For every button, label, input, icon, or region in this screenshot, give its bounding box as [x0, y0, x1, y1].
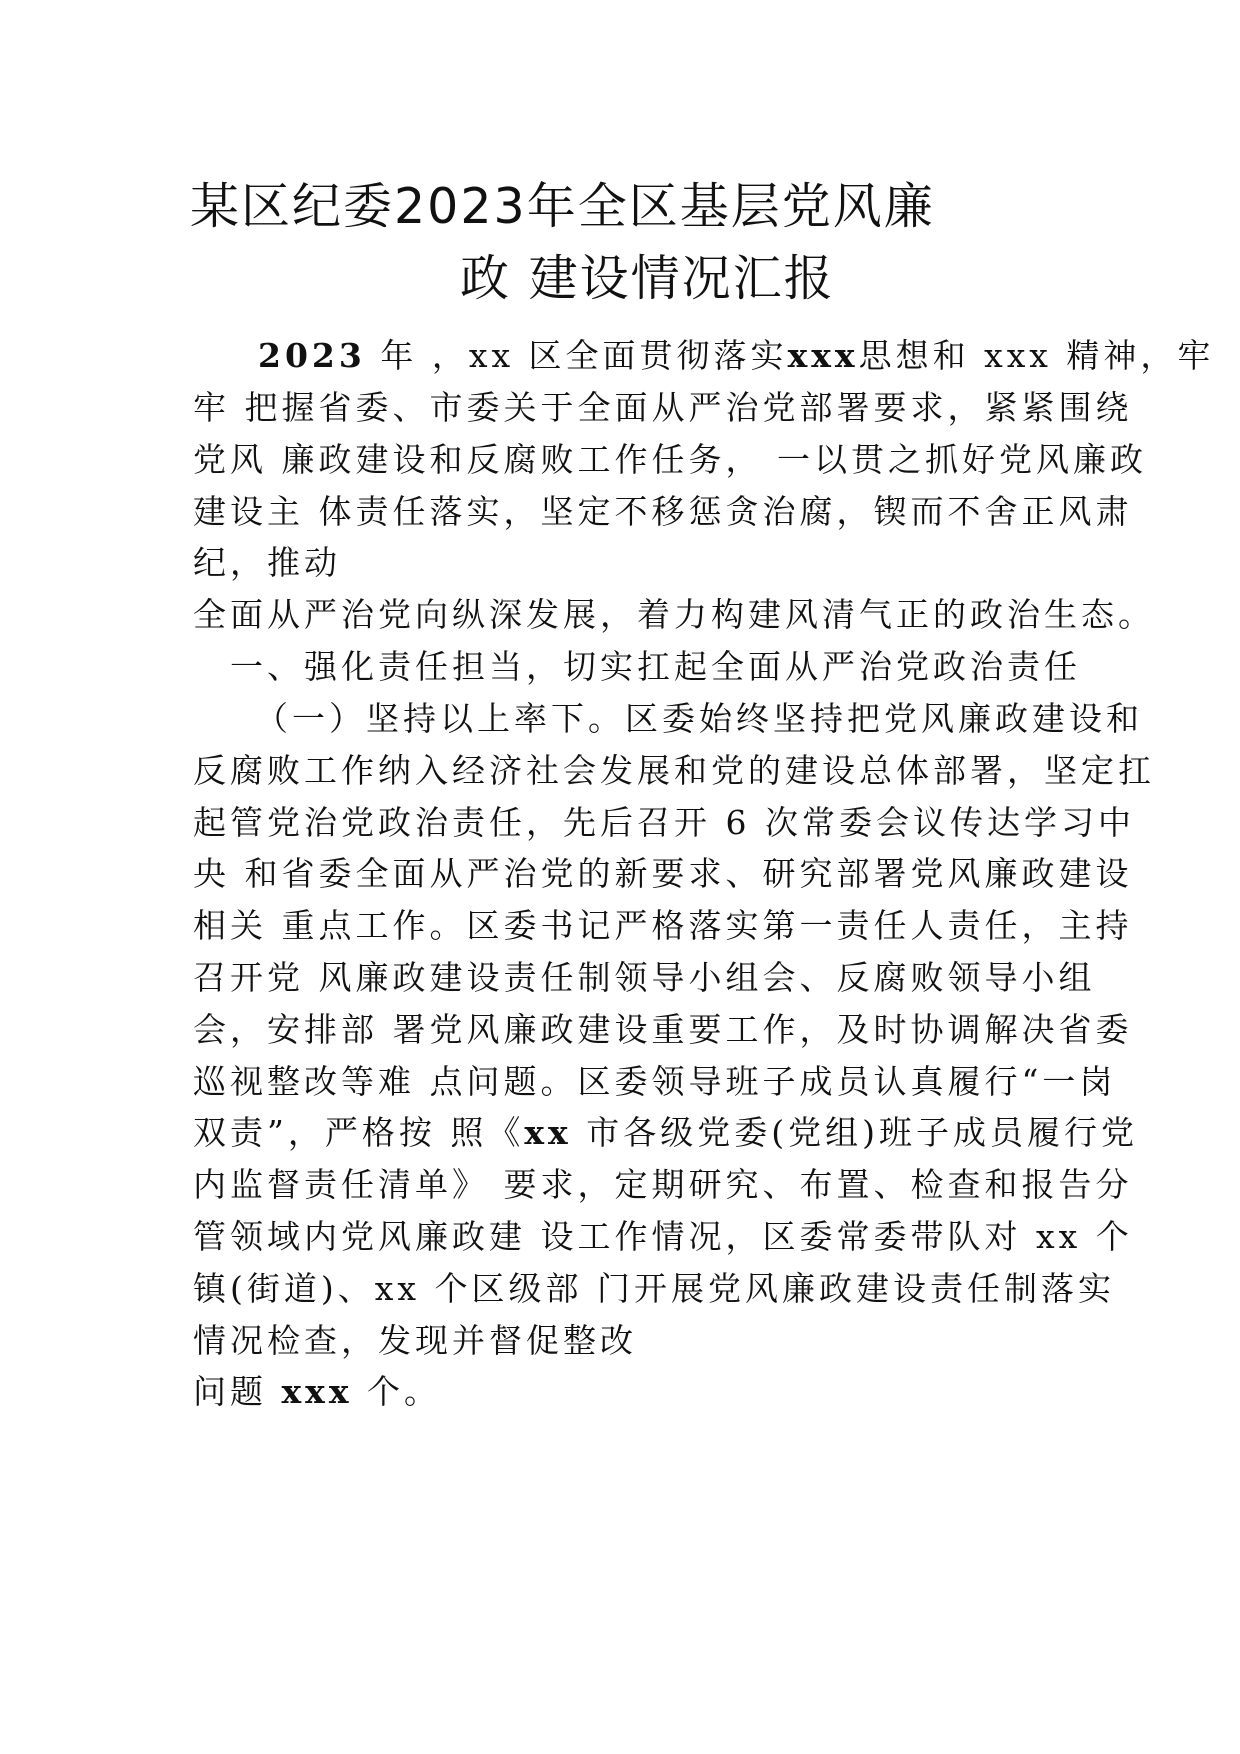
paragraph-2-line-1: （一）坚持以上率下。区委始终坚持把党风廉政建设和 — [255, 699, 1143, 738]
year-text: 2023 — [258, 336, 366, 375]
paragraph-2-line-11: 管领域内党风廉政建 设工作情况，区委常委带队对 xx 个 — [193, 1217, 1133, 1256]
paragraph-2-line-9 — [193, 1113, 1138, 1153]
paragraph-1-line-5: 纪，推动 — [193, 543, 341, 582]
bold-text: xx — [524, 1113, 572, 1152]
paragraph-2-line-13: 情况检查，发现并督促整改 — [193, 1321, 637, 1360]
text-run: 年 ，xx 区全面贯彻落实 — [365, 336, 788, 375]
paragraph-2-line-5: 相关 重点工作。区委书记严格落实第一责任人责任，主持 — [193, 906, 1133, 945]
paragraph-1-line-4: 建设主 体责任落实，坚定不移惩贪治腐，锲而不舍正风肃 — [193, 492, 1133, 531]
paragraph-1-line-1 — [258, 336, 1214, 376]
paragraph-2-line-8: 巡视整改等难 点问题。区委领导班子成员认真履行“一岗 — [193, 1062, 1117, 1101]
paragraph-2-line-4: 央 和省委全面从严治党的新要求、研究部署党风廉政建设 — [193, 854, 1133, 893]
bold-text: xxx — [787, 336, 859, 375]
paragraph-1-line-6: 全面从严治党向纵深发展，着力构建风清气正的政治生态。 — [193, 595, 1155, 634]
section-heading-1: 一、强化责任担当，切实扛起全面从严治党政治责任 — [230, 647, 1081, 686]
paragraph-2-line-7: 会，安排部 署党风廉政建设重要工作，及时协调解决省委 — [193, 1010, 1133, 1049]
text-run: 思想和 xxx 精神，牢 — [858, 336, 1215, 375]
paragraph-2-line-6: 召开党 风廉政建设责任制领导小组会、反腐败领导小组 — [193, 958, 1096, 997]
bold-text: xxx — [281, 1372, 353, 1411]
text-run: 个。 — [352, 1372, 442, 1411]
paragraph-2-line-12: 镇(街道)、xx 个区级部 门开展党风廉政建设责任制落实 — [193, 1269, 1115, 1308]
paragraph-2-line-10: 内监督责任清单》 要求，定期研究、布置、检查和报告分 — [193, 1165, 1133, 1204]
paragraph-2-line-2: 反腐败工作纳入经济社会发展和党的建设总体部署，坚定扛 — [193, 751, 1155, 790]
paragraph-2-line-14 — [193, 1372, 441, 1412]
text-run: 市各级党委(党组)班子成员履行党 — [571, 1113, 1138, 1152]
paragraph-1-line-3: 党风 廉政建设和反腐败工作任务， 一以贯之抓好党风廉政 — [193, 440, 1147, 479]
text-run: 双责”，严格按 照《 — [193, 1113, 525, 1152]
document-title-line-1: 某区纪委2023年全区基层党风廉 — [190, 178, 935, 235]
paragraph-1-line-2: 牢 把握省委、市委关于全面从严治党部署要求，紧紧围绕 — [193, 388, 1133, 427]
paragraph-2-line-3: 起管党治党政治责任，先后召开 6 次常委会议传达学习中 — [193, 803, 1135, 842]
document-title-line-2: 政 建设情况汇报 — [460, 250, 835, 307]
text-run: 问题 — [193, 1372, 282, 1411]
